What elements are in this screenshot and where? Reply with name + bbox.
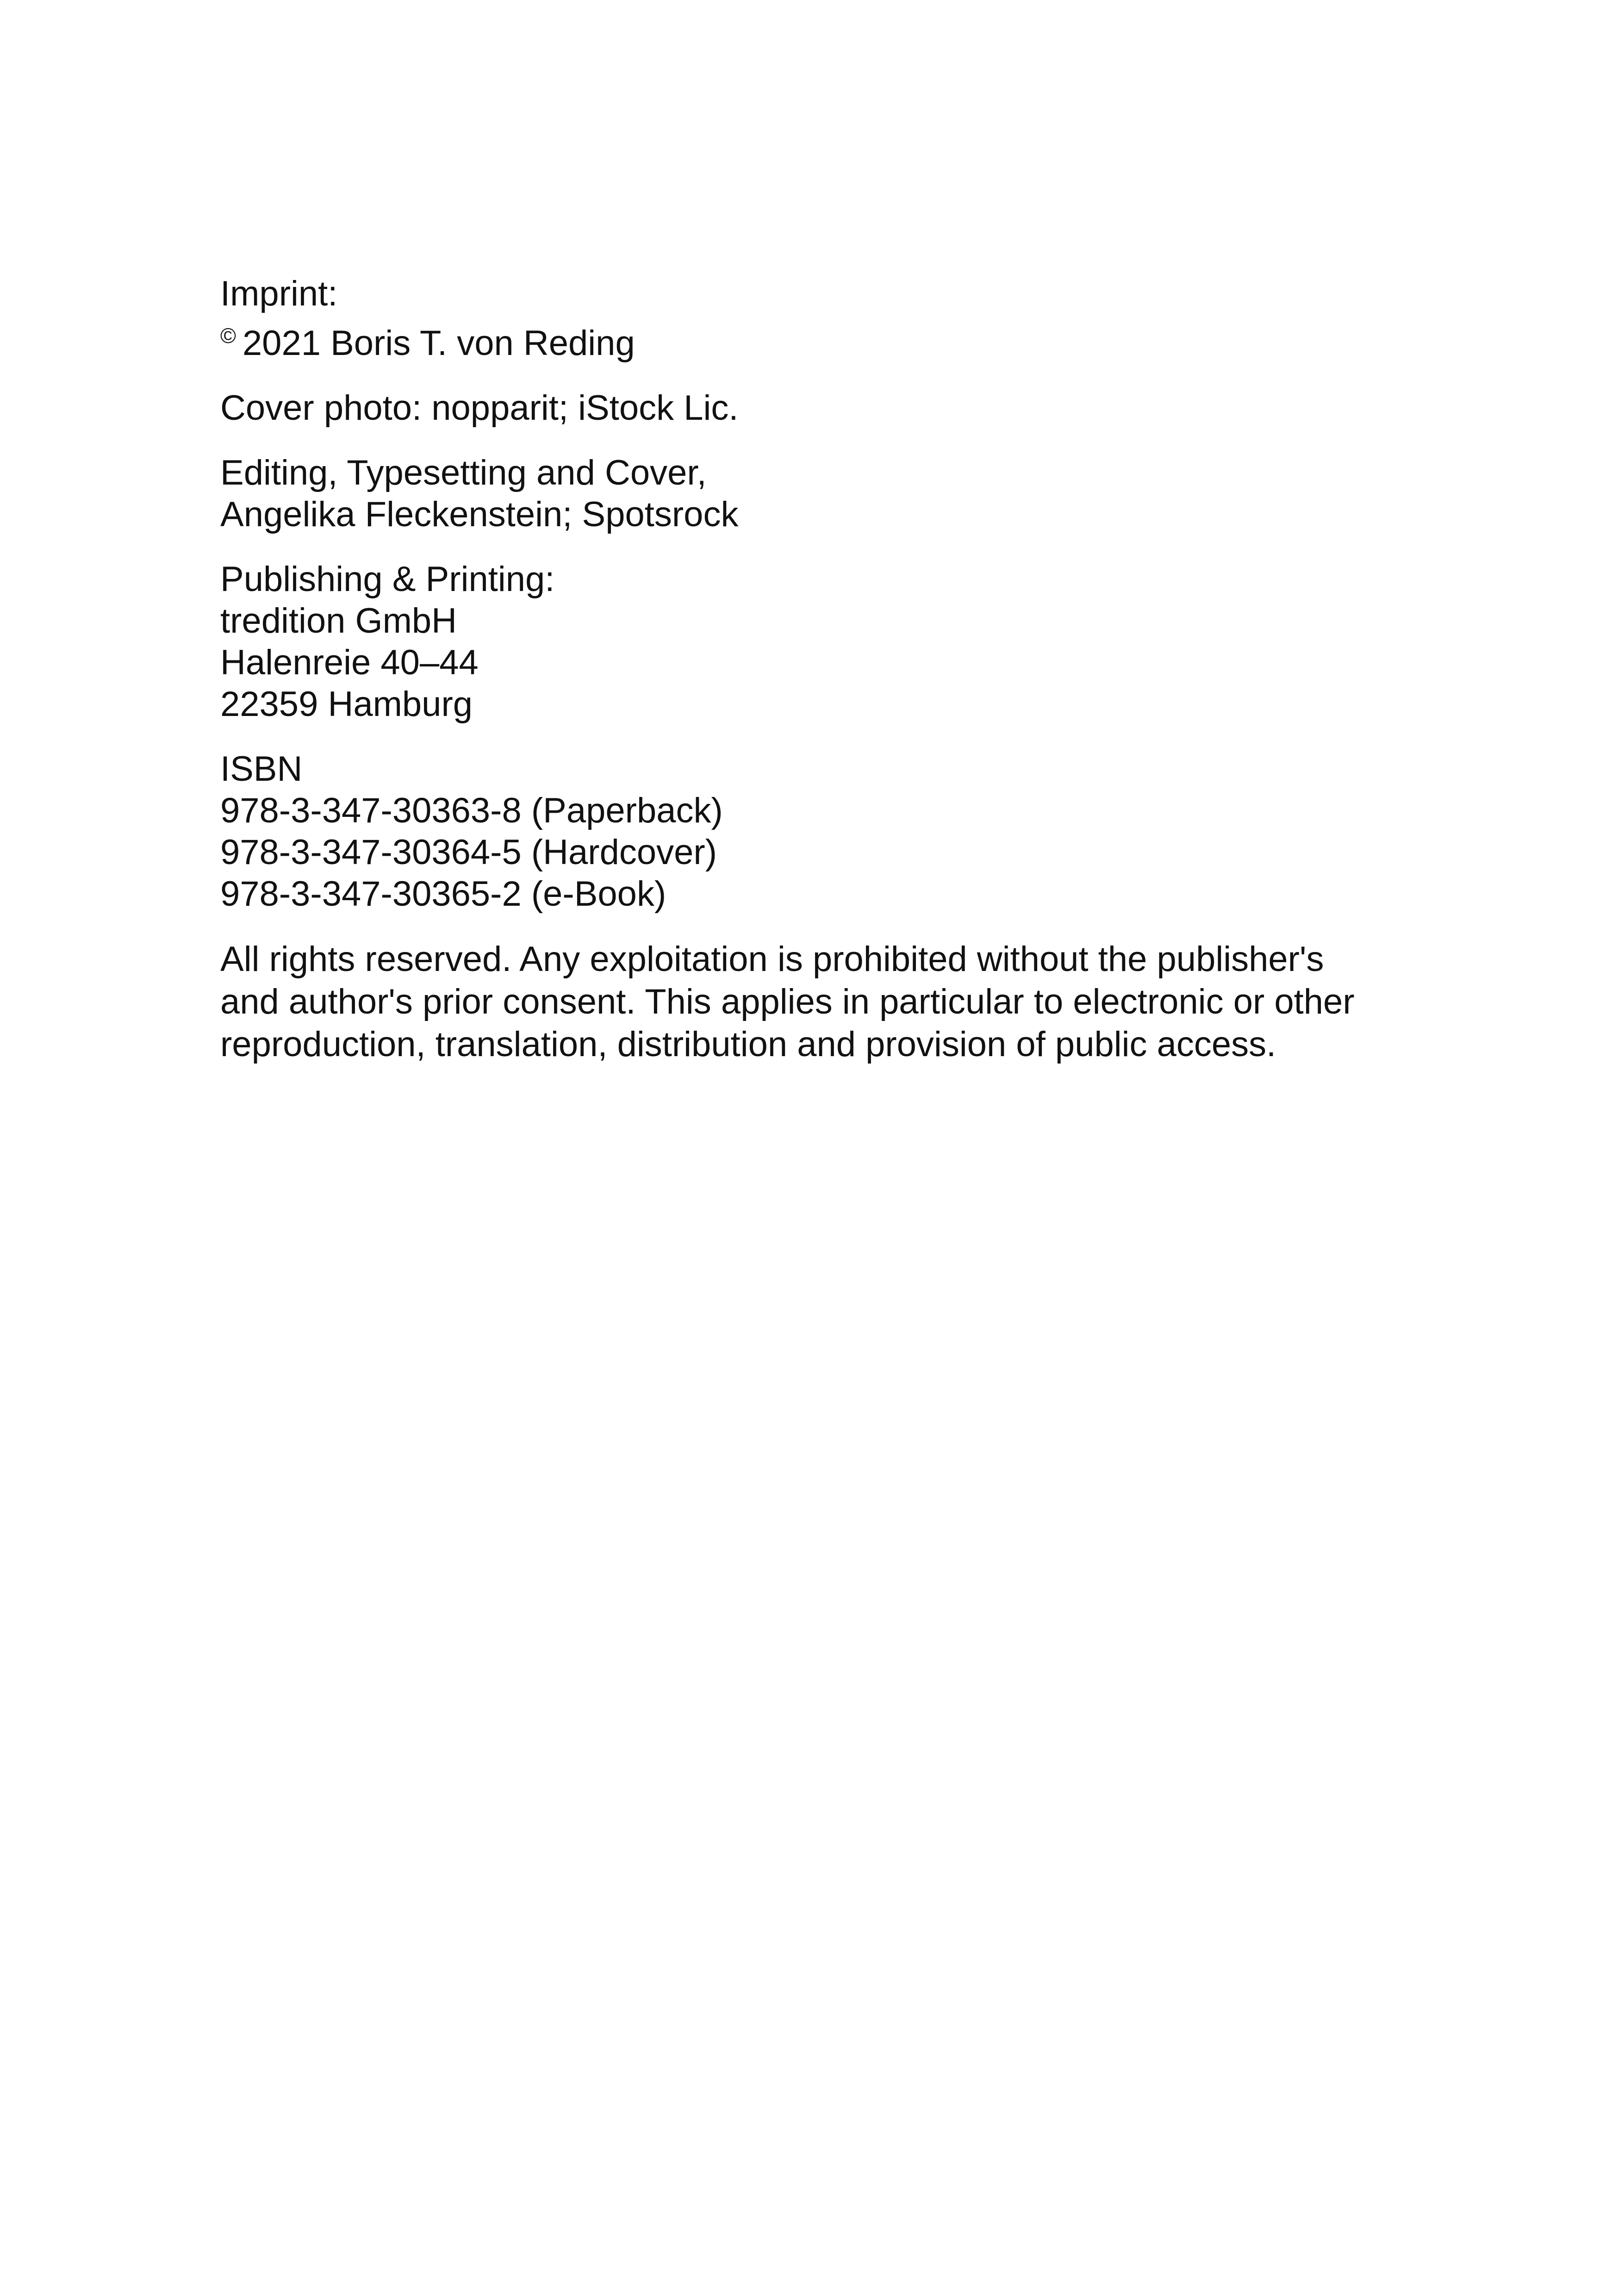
copyright-symbol: ©: [220, 324, 236, 348]
cover-photo-section: [220, 387, 1433, 429]
editing-section: [220, 452, 1433, 535]
imprint-heading: Imprint:: [220, 274, 338, 313]
copyright-line: [220, 315, 1433, 364]
rights-notice: [220, 938, 1433, 1066]
rights-line-3: reproduction, translation, distribution and provision of public access.: [220, 1025, 1276, 1064]
publisher-city: 22359 Hamburg: [220, 684, 473, 724]
isbn-ebook: 978-3-347-30365-2 (e-Book): [220, 874, 666, 914]
publishing-section: [220, 559, 1433, 725]
isbn-heading: ISBN: [220, 749, 303, 789]
isbn-section: [220, 748, 1433, 915]
publishing-heading: Publishing & Printing:: [220, 560, 555, 599]
isbn-paperback: 978-3-347-30363-8 (Paperback): [220, 791, 723, 830]
editing-line-2: Angelika Fleckenstein; Spotsrock: [220, 495, 739, 534]
imprint-section: [220, 273, 1433, 364]
editing-line-1: Editing, Typesetting and Cover,: [220, 453, 707, 492]
cover-photo-credit: Cover photo: nopparit; iStock Lic.: [220, 388, 739, 428]
rights-line-1: All rights reserved. Any exploitation is prohibited without the publisher's: [220, 940, 1324, 979]
rights-line-2: and author's prior consent. This applies in particular to electronic or other: [220, 982, 1355, 1021]
publisher-name: tredition GmbH: [220, 601, 457, 641]
imprint-block: [220, 273, 1433, 1089]
publisher-street: Halenreie 40–44: [220, 643, 479, 682]
copyright-text: 2021 Boris T. von Reding: [242, 324, 635, 363]
isbn-hardcover: 978-3-347-30364-5 (Hardcover): [220, 833, 717, 872]
